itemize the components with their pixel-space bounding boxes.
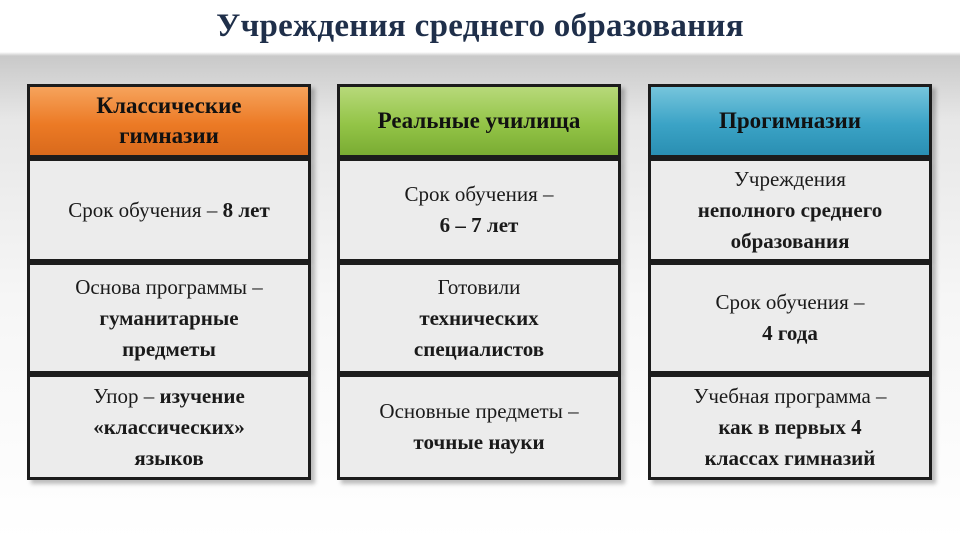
cell-line: Срок обучения – (404, 182, 554, 206)
header-line: гимназии (119, 123, 219, 148)
cell-study-duration (648, 262, 932, 374)
cell-line (68, 195, 270, 226)
header-progymnasiums (648, 84, 932, 158)
header-line: Классические (96, 93, 242, 118)
header-line: Реальные училища (377, 108, 581, 133)
cell-line: как в первых 4 (718, 414, 862, 439)
cell-institution-type (648, 158, 932, 262)
cell-study-duration (337, 158, 621, 262)
cell-text: Срок обучения – (68, 197, 223, 222)
cell-line: Основа программы – (75, 274, 263, 299)
header-classical-gymnasiums (27, 84, 311, 158)
cell-line: Учреждения (734, 166, 846, 191)
cell-line: «классических» (93, 414, 245, 439)
header-real-schools (337, 84, 621, 158)
cell-emphasis (27, 374, 311, 480)
cell-line: Срок обучения – (715, 290, 865, 314)
cell-line: неполного среднего (697, 197, 883, 222)
cell-trained-specialists (337, 262, 621, 374)
cell-line (93, 381, 245, 412)
cell-main-subjects (337, 374, 621, 480)
cell-line: Готовили (437, 274, 521, 299)
cell-curriculum (648, 374, 932, 480)
cell-line: Основные предметы – (379, 399, 579, 423)
cell-line: Учебная программа – (693, 383, 887, 408)
cell-text-bold: 8 лет (222, 197, 270, 222)
cell-line: классах гимназий (704, 445, 876, 470)
cell-line: предметы (122, 336, 216, 361)
cell-text: Упор – (93, 383, 160, 408)
cell-line: 6 – 7 лет (439, 213, 519, 237)
cell-line: технических (419, 305, 539, 330)
cell-line: гуманитарные (99, 305, 239, 330)
header-line: Прогимназии (718, 108, 862, 133)
cell-line: точные науки (413, 430, 545, 454)
cell-line: образования (730, 228, 850, 253)
cell-study-duration (27, 158, 311, 262)
cell-line: 4 года (762, 321, 818, 345)
cell-program-basis (27, 262, 311, 374)
cell-text-bold: изучение (159, 383, 245, 408)
page-title: Учреждения среднего образования (216, 8, 744, 44)
cell-line: языков (134, 445, 204, 470)
cell-line: специалистов (413, 336, 545, 361)
